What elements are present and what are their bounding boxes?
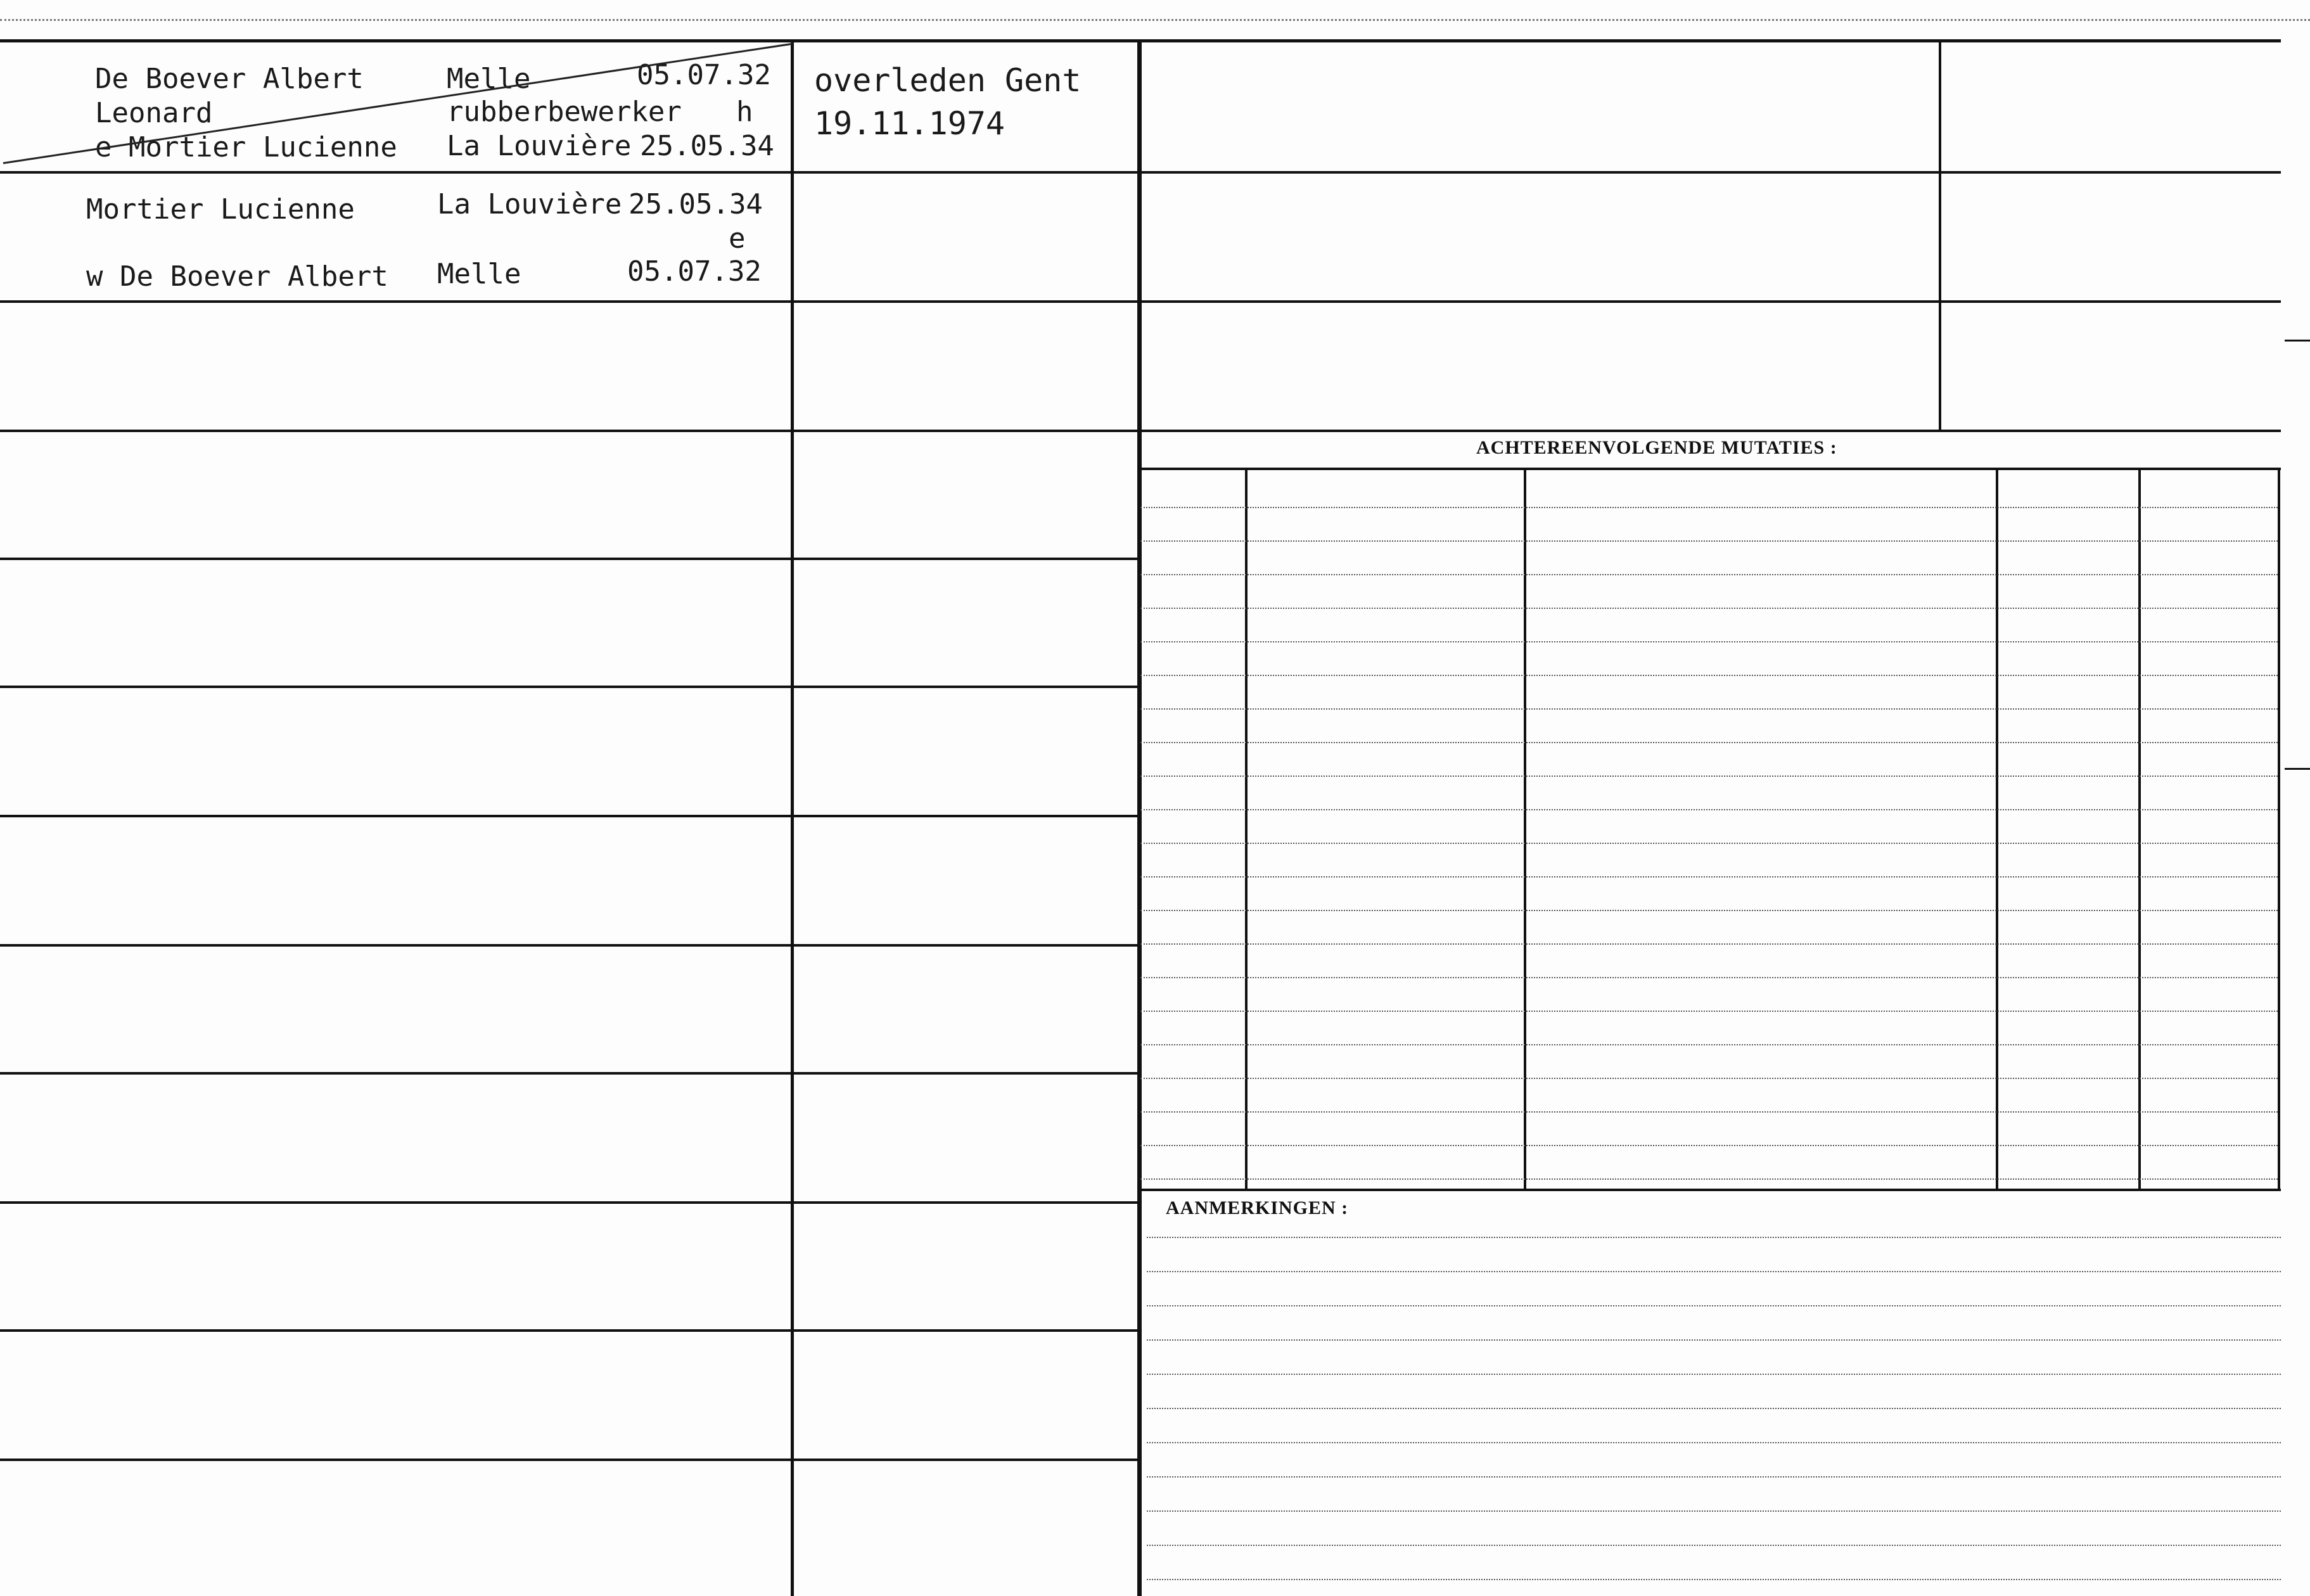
entry-remark-line: 19.11.1974 — [814, 105, 1005, 142]
row-rule — [0, 171, 1140, 174]
entry-name-line: e Mortier Lucienne — [95, 131, 397, 163]
remarks-ruling — [1147, 1305, 2281, 1306]
row-rule — [1140, 171, 2281, 174]
row-rule — [0, 558, 1140, 560]
entry-name-line: Leonard — [95, 97, 213, 129]
mutations-ruling — [1140, 1011, 2278, 1012]
remarks-heading: AANMERKINGEN : — [1166, 1197, 1349, 1218]
mutations-column-rule — [1996, 469, 1998, 1190]
entry-place: Melle — [437, 258, 521, 290]
entry-date: 25.05.34 — [629, 188, 763, 220]
entry-date: 05.07.32 — [627, 255, 762, 288]
remarks-ruling — [1147, 1579, 2281, 1580]
mutations-ruling — [1140, 675, 2278, 676]
remarks-ruling — [1147, 1237, 2281, 1238]
remarks-area — [1147, 1229, 2281, 1590]
mutations-ruling — [1140, 708, 2278, 710]
margin-tick — [2285, 340, 2310, 342]
mutations-ruling — [1140, 1078, 2278, 1079]
row-rule — [0, 815, 1140, 817]
mutations-ruling — [1140, 742, 2278, 743]
mutations-ruling — [1140, 540, 2278, 542]
margin-tick — [2285, 768, 2310, 770]
entry-place: Melle — [447, 63, 531, 95]
remarks-ruling — [1147, 1271, 2281, 1272]
entry-name-line: Mortier Lucienne — [86, 193, 355, 226]
mutations-column-rule — [1524, 469, 1526, 1190]
row-rule — [0, 1201, 1140, 1204]
column-rule — [791, 39, 794, 1596]
entry-name-line: De Boever Albert — [95, 63, 364, 95]
remarks-ruling — [1147, 1545, 2281, 1546]
row-rule — [0, 1459, 1140, 1461]
mutations-ruling — [1140, 1044, 2278, 1045]
entry-occupation: rubberbewerker — [447, 96, 682, 128]
remarks-ruling — [1147, 1374, 2281, 1375]
column-rule — [1939, 39, 1941, 430]
mutations-ruling — [1140, 943, 2278, 945]
remarks-ruling — [1147, 1476, 2281, 1478]
mutations-ruling — [1140, 910, 2278, 911]
mutations-ruling — [1140, 1178, 2278, 1180]
mutations-column-rule — [2278, 469, 2280, 1190]
mutations-ruling — [1140, 809, 2278, 810]
mutations-ruling — [1140, 574, 2278, 575]
row-rule — [0, 686, 1140, 688]
remarks-ruling — [1147, 1408, 2281, 1409]
entry-place: La Louvière — [447, 130, 632, 162]
row-rule — [0, 1072, 1140, 1075]
mutations-ruling — [1140, 608, 2278, 609]
mutations-table — [1140, 469, 2281, 1190]
entry-date: 05.07.32 — [637, 59, 771, 91]
mutations-column-rule — [2138, 469, 2141, 1190]
entry-name-line: w De Boever Albert — [86, 260, 388, 293]
entry-date: 25.05.34 — [640, 130, 774, 162]
remarks-ruling — [1147, 1510, 2281, 1512]
mutations-ruling — [1140, 977, 2278, 978]
entry-remark-line: overleden Gent — [814, 62, 1082, 99]
row-rule — [0, 1329, 1140, 1332]
row-rule — [0, 300, 1140, 303]
remarks-ruling — [1147, 1442, 2281, 1443]
mutations-ruling — [1140, 776, 2278, 777]
mutations-column-rule — [1245, 469, 1248, 1190]
top-edge-dots — [0, 19, 2310, 21]
mutations-ruling — [1140, 1111, 2278, 1113]
mutations-ruling — [1140, 876, 2278, 878]
entry-occupation-mark: h — [736, 96, 753, 128]
mutations-ruling — [1140, 641, 2278, 642]
mutations-ruling — [1140, 843, 2278, 844]
remarks-ruling — [1147, 1339, 2281, 1341]
row-rule — [1140, 300, 2281, 303]
mutations-heading: ACHTEREENVOLGENDE MUTATIES : — [1476, 437, 1837, 458]
entry-mark: e — [729, 222, 746, 255]
entry-place: La Louvière — [437, 188, 622, 220]
row-rule — [0, 944, 1140, 947]
mutations-ruling — [1140, 507, 2278, 508]
mutations-ruling — [1140, 1145, 2278, 1146]
mutations-table-bottom — [1140, 1189, 2281, 1191]
